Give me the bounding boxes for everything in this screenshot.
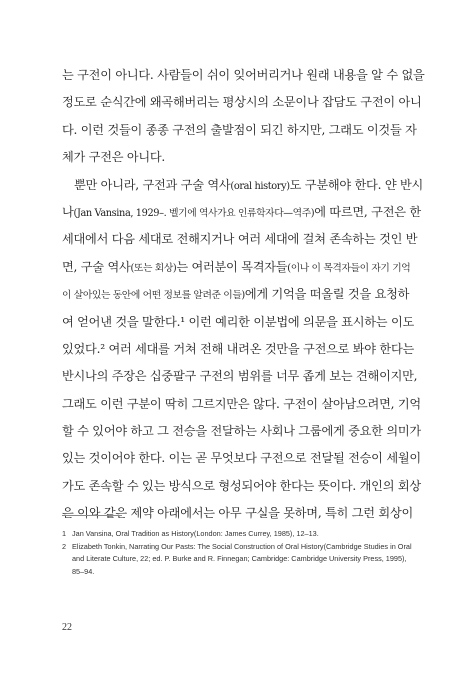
text-segment: 체가 구전은 아니다. bbox=[62, 150, 166, 165]
text-segment: 반시나의 주장은 십중팔구 구전의 범위를 너무 좁게 보는 견해이지만, bbox=[62, 369, 418, 384]
text-segment: 은 이와 같은 제약 아래에서는 아무 구실을 못하며, 특히 그런 회상이 bbox=[62, 506, 413, 521]
text-line bbox=[62, 117, 417, 144]
text-segment: 그래도 이런 구분이 딱히 그르지만은 않다. 구전이 살아남으려면, 기억 bbox=[62, 396, 421, 411]
text-line bbox=[62, 254, 411, 281]
text-segment: 할 수 있어야 하고 그 전승을 전달하는 사회나 그룹에게 중요한 의미가 bbox=[62, 424, 421, 439]
text-line bbox=[62, 309, 414, 336]
footnotes bbox=[62, 528, 412, 578]
text-line bbox=[62, 226, 418, 253]
text-line bbox=[62, 281, 408, 308]
text-segment: 정도로 순식간에 왜곡해버리는 평상시의 소문이나 잡담도 구전이 아니 bbox=[62, 95, 422, 110]
text-segment: 뿐만 아니라, 구전과 구술 역사 bbox=[74, 177, 231, 192]
text-line bbox=[62, 445, 421, 472]
text-segment: 세대에서 다음 세대로 전해지거나 여러 세대에 걸쳐 존속하는 것인 반 bbox=[62, 232, 418, 247]
text-segment: 에게 기억을 떠올릴 것을 요청하 bbox=[244, 287, 410, 302]
text-segment: 여 얻어낸 것을 말한다.¹ 이런 예리한 이분법에 의문을 표시하는 이도 bbox=[62, 314, 414, 329]
parenthetical-text: (이나 이 목격자들이 자기 기억 bbox=[287, 262, 411, 274]
text-segment: 는 구전이 아니다. 사람들이 쉬이 잊어버리거나 원래 내용을 알 수 없을 bbox=[62, 68, 425, 82]
text-segment: 있었다.² 여러 세대를 거쳐 전해 내려온 것만을 구전으로 봐야 한다는 bbox=[62, 341, 414, 356]
footnote-text: Elizabeth Tonkin, Narrating Our Pasts: The Social Construction of Oral History(Cambridge Studies in Oral and Literate Culture, 22; ed. P. Burke and R. Finnegan; Cambridge: Cambridge University Press, 1995), 85–94. bbox=[72, 541, 412, 576]
footnote-divider bbox=[62, 515, 122, 516]
parenthetical-text: 이 살아있는 동안에 어떤 정보를 알려준 이들) bbox=[62, 290, 245, 302]
text-line bbox=[62, 336, 414, 363]
footnote bbox=[62, 528, 412, 541]
text-segment: 에 따르면, 구전은 한 bbox=[314, 204, 421, 219]
footnote-number: 2 bbox=[62, 541, 67, 551]
body-text bbox=[62, 62, 425, 528]
text-segment: 면, 구술 역사 bbox=[62, 259, 131, 274]
text-line bbox=[62, 89, 422, 116]
footnote bbox=[62, 541, 412, 579]
text-segment: 나 bbox=[62, 204, 74, 219]
text-line bbox=[62, 62, 425, 89]
text-segment: 도 구분해야 한다. 얀 반시 bbox=[289, 177, 424, 192]
parenthetical-text: (Jan Vansina, 1929–. 벨기에 역사가요 인류학자다—역주) bbox=[73, 207, 315, 219]
page-number: 22 bbox=[62, 622, 72, 633]
text-line bbox=[62, 500, 413, 527]
text-segment: 있는 것이어야 한다. 이는 곧 무엇보다 구전으로 전달될 전승이 세월이 bbox=[62, 451, 421, 466]
text-segment: 는 여러분이 목격자들 bbox=[176, 259, 288, 274]
text-line bbox=[62, 172, 424, 199]
text-line bbox=[62, 144, 408, 171]
text-segment: 다. 이런 것들이 종종 구전의 출발점이 되긴 하지만, 그래도 이것들 자 bbox=[62, 122, 417, 137]
parenthetical-text: (또는 회상) bbox=[130, 262, 177, 274]
parenthetical-text: (oral history) bbox=[230, 180, 290, 192]
text-line bbox=[62, 418, 421, 445]
text-line bbox=[62, 199, 421, 226]
text-line bbox=[62, 391, 421, 418]
text-line bbox=[62, 473, 421, 500]
text-segment: 가도 존속할 수 있는 방식으로 형성되어야 한다는 뜻이다. 개인의 회상 bbox=[62, 478, 421, 493]
footnote-text: Jan Vansina, Oral Tradition as History(London: James Currey, 1985), 12–13. bbox=[72, 529, 319, 538]
footnote-number: 1 bbox=[62, 529, 67, 538]
text-line bbox=[62, 363, 418, 390]
